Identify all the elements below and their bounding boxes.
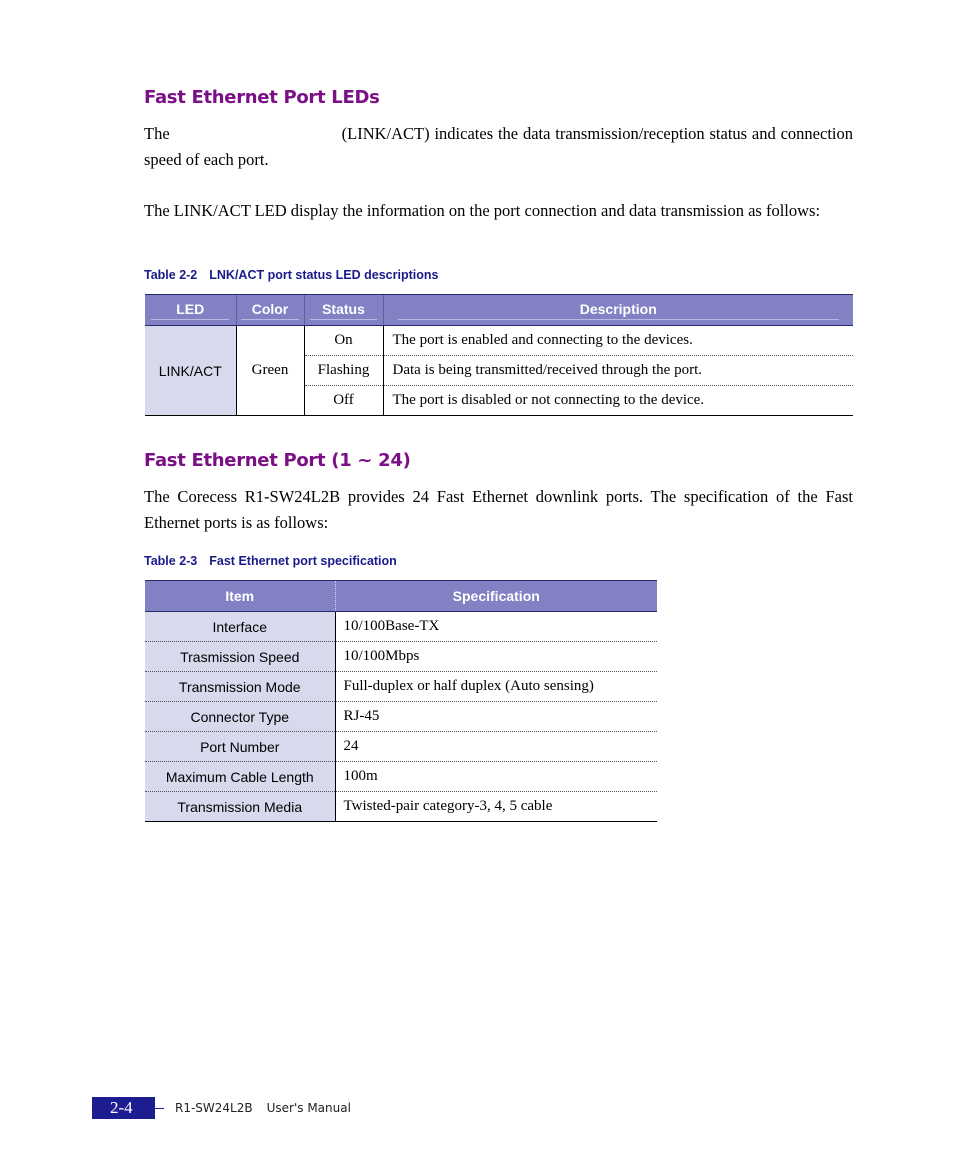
description-cell: The port is enabled and connecting to the devices. [383,326,853,356]
table-header-row [145,295,853,326]
description-cell: The port is disabled or not connecting to the device. [383,386,853,416]
led-name-cell: LINK/ACT [145,326,236,416]
item-cell: Maximum Cable Length [145,762,335,792]
status-cell: On [304,326,383,356]
port-spec-table [145,580,657,822]
section-heading-port-leds: Fast Ethernet Port LEDs [144,87,380,108]
caption-number: Table 2-3 [144,554,198,568]
item-cell: Connector Type [145,702,335,732]
spec-cell: RJ-45 [335,702,657,732]
header-specification: Specification [335,581,657,612]
description-cell: Data is being transmitted/received through the port. [383,356,853,386]
item-cell: Trasmission Speed [145,642,335,672]
item-cell: Port Number [145,732,335,762]
table-row [145,702,657,732]
intro-paragraph [144,121,853,173]
status-cell: Flashing [304,356,383,386]
table-row [145,762,657,792]
footer-product: R1-SW24L2B [175,1101,253,1115]
header-led: LED [145,295,236,326]
intro-start: The [144,124,170,143]
item-cell: Transmission Mode [145,672,335,702]
spec-paragraph: The Corecess R1-SW24L2B provides 24 Fast Ethernet downlink ports. The specification of the Fast Ethernet ports is as follows: [144,487,853,532]
footer-title [175,1101,351,1115]
status-cell: Off [304,386,383,416]
spec-cell: 10/100Mbps [335,642,657,672]
section-heading-fast-ethernet-port: Fast Ethernet Port (1 ~ 24) [144,450,411,471]
table-caption-spec [144,554,397,568]
table-caption-led [144,268,438,282]
table-row [145,326,853,356]
spec-cell: 100m [335,762,657,792]
header-item: Item [145,581,335,612]
linkact-paragraph: The LINK/ACT LED display the information on the port connection and data transmission as follows: [144,201,821,220]
item-cell: Transmission Media [145,792,335,822]
item-cell: Interface [145,612,335,642]
page-number-badge: 2-4 [92,1097,155,1119]
caption-number: Table 2-2 [144,268,198,282]
spec-cell: 24 [335,732,657,762]
table-row [145,792,657,822]
header-status: Status [304,295,383,326]
caption-title: LNK/ACT port status LED descriptions [209,268,439,282]
table-header-row [145,581,657,612]
intro-rest: (LINK/ACT) indicates the data transmission/reception status and connection speed of each port. [144,124,853,169]
footer-manual: User's Manual [266,1101,351,1115]
footer-divider [155,1108,164,1109]
table-row [145,642,657,672]
table-row [145,612,657,642]
spec-cell: Twisted-pair category-3, 4, 5 cable [335,792,657,822]
led-status-table [145,294,853,416]
table-row [145,672,657,702]
spec-cell: 10/100Base-TX [335,612,657,642]
table-row [145,732,657,762]
caption-title: Fast Ethernet port specification [209,554,397,568]
header-description: Description [383,295,853,326]
led-color-cell: Green [236,326,304,416]
spec-cell: Full-duplex or half duplex (Auto sensing) [335,672,657,702]
header-color: Color [236,295,304,326]
